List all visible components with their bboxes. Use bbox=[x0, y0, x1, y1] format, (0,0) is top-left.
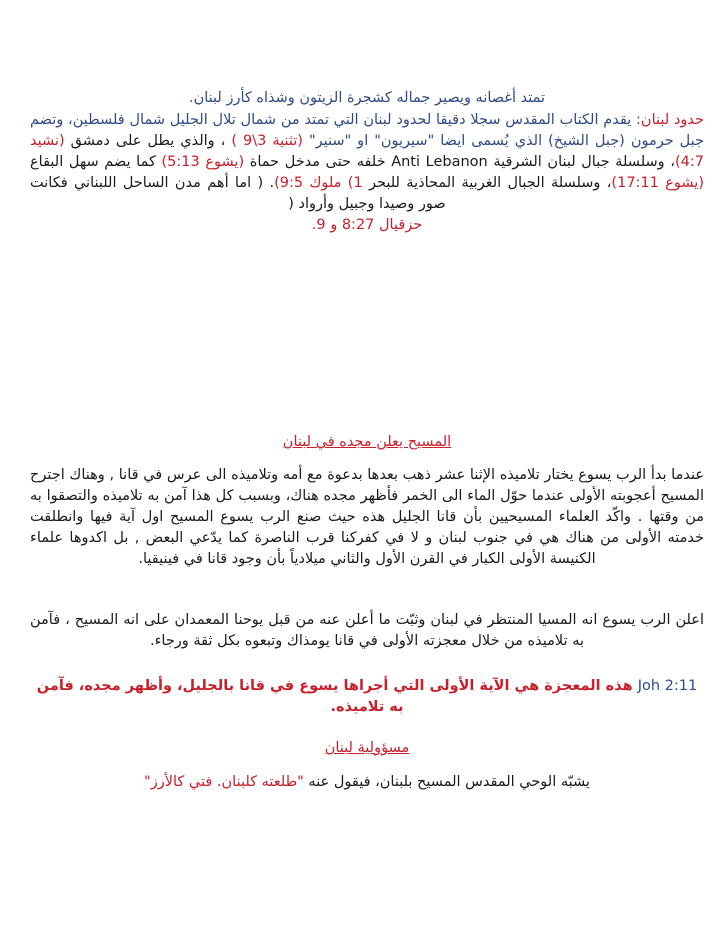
verse-text: هذه المعجزة هي الآية الأولى التي أجراها يسوع في قانا بالجليل، وأظهر مجده، فآمن به تلاميذه. bbox=[36, 678, 638, 715]
responsibility-text: يشبّه الوحي المقدس المسيح بلبنان، فيقول عنه bbox=[303, 774, 590, 790]
ref-song: (نشيد 4:7) bbox=[30, 133, 704, 170]
borders-text-4: كما يضم سهل البقاع bbox=[30, 154, 162, 170]
verse-reference: Joh 2:11 bbox=[637, 678, 698, 694]
glory-paragraph-2: اعلن الرب يسوع انه المسيا المنتظر في لبنان وثبّت ما أعلن عنه من قبل يوحنا المعمدان على انه المسيح ، فآمن به تلاميذه من خلال معجزته الأولى في قانا يومذاك وتبعوه بكل ثقة ورجاء. bbox=[30, 612, 704, 649]
glory-heading: المسيح يعلن مجده في لبنان bbox=[282, 434, 452, 450]
ref-deuteronomy: (تثنية 3\9 ) bbox=[231, 133, 303, 149]
borders-text-2: ، والذي يطل على دمشق bbox=[64, 133, 232, 149]
ref-joshua-1: (يشوع 5:13) bbox=[161, 154, 245, 170]
borders-text-1: : يقدم الكتاب المقدس سجلا دقيقا لحدود لبنان التي تمتد من شمال تلال الجليل شمال فلسطين، وتضم جبل حرمون (جبل الشيخ) الذي يُسمى ايضا "سيريون" او "سنير" bbox=[30, 112, 705, 149]
verse-line bbox=[30, 676, 704, 718]
borders-label: حدود لبنان bbox=[640, 112, 704, 128]
responsibility-quote: "طلعته كلبنان. فتي كالأرز" bbox=[144, 774, 304, 790]
ref-kings: 1) ملوك 9:5) bbox=[274, 175, 363, 191]
tagline: تمتد أغصانه ويصير جماله كشجرة الزيتون وشذاه كأرز لبنان. bbox=[189, 90, 545, 106]
glory-paragraph-1: عندما بدأ الرب يسوع يختار تلاميذه الإثنا عشر ذهب بعدها بدعوة مع أمه وتلاميذه الى عرس في قانا , وهناك اجترح المسيح أعجوبته الأولى عندما حوّل الماء الى الخمر فأظهر مجده هناك، وبسبب كل هذا آمن به تلاميذه والتصقوا به من وقتها . واكّد العلماء المسيحيين بأن قانا الجليل هذه حيث صنع الرب يسوع المسيح اول آية فيها وانطلقت خدمته الأولى من هناك هي في جنوب لبنان و لا في كفركنا قرب الناصرة كما يدّعي البعض , بل اكدوها علماء الكنيسة الأولى الكبار في القرن الأول والثاني ميلادياً بأن وجود قانا في فينيقيا. bbox=[30, 467, 704, 567]
borders-text-3: ، وسلسلة جبال لبنان الشرقية Anti Lebanon خلفه حتى مدخل حماة bbox=[244, 154, 675, 170]
ref-ezekiel: حزقيال 8:27 و 9. bbox=[311, 217, 423, 233]
ref-joshua-2: (يشوع 17:11) bbox=[611, 175, 704, 191]
borders-text-6: . ( اما أهم مدن الساحل اللبناني فكانت صور وصيدا وجبيل وأرواد ( bbox=[30, 175, 446, 212]
borders-paragraph bbox=[30, 110, 704, 236]
responsibility-heading: مسؤولية لبنان bbox=[324, 740, 410, 756]
responsibility-line bbox=[30, 772, 704, 793]
borders-text-5: ، وسلسلة الجبال الغربية المحاذية للبحر bbox=[362, 175, 612, 191]
